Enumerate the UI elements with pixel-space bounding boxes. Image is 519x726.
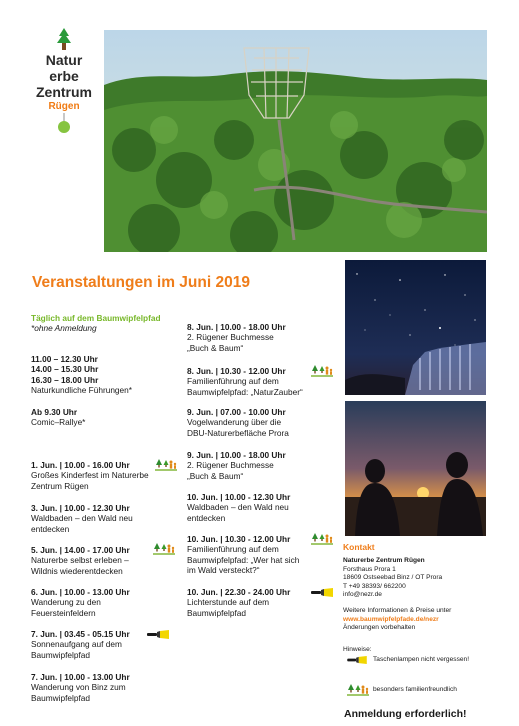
list-item: 9. Jun. | 10.00 - 18.00 Uhr 2. Rügener Buchmesse „Buch & Baum“ [187, 450, 286, 481]
list-item: 6. Jun. | 10.00 - 13.00 Uhr Wanderung zu den Feuersteinfeldern [31, 587, 130, 618]
legend-torch-text: Taschenlampen nicht vergessen! [373, 656, 470, 664]
contact-city: 18609 Ostseebad Binz / OT Prora [343, 574, 443, 582]
list-item: 9. Jun. | 07.00 - 10.00 Uhr Vogelwanderung über die DBU-Naturerbefläche Prora [187, 407, 289, 438]
contact-block [343, 543, 503, 633]
daily-title: Täglich auf dem Baumwipfelpfad [31, 313, 161, 323]
contact-phone: T +49 38393/ 662200 [343, 582, 406, 590]
contact-changes: Änderungen vorbehalten [343, 624, 416, 632]
list-item: 10. Jun. | 10.30 - 12.00 Uhr Familienführung auf dem Baumwipfelpfad: „Wer hat sich im Wald versteckt?“ [187, 534, 300, 575]
events-column-1 [31, 313, 186, 713]
legend-family-text: besonders familienfreundlich [373, 686, 457, 694]
logo-line-1: Natur [45, 52, 83, 68]
events-column-2 [187, 322, 342, 622]
list-item: 7. Jun. | 10.00 - 13.00 Uhr Wanderung von Binz zum Baumwipfelpfad [31, 672, 130, 703]
daily-block [31, 313, 183, 334]
contact-email[interactable]: info@nezr.de [343, 591, 382, 599]
list-item: 8. Jun. | 10.00 - 18.00 Uhr 2. Rügener Buchmesse „Buch & Baum“ [187, 322, 286, 353]
flashlight-icon [347, 656, 367, 664]
contact-org: Naturerbe Zentrum Rügen [343, 557, 425, 565]
sunset-photo [345, 401, 486, 536]
contact-title: Kontakt [343, 542, 375, 552]
list-item: 10. Jun. | 10.00 - 12.30 Uhr Waldbaden – den Wald neu entdecken [187, 492, 291, 523]
daily-rallye: Ab 9.30 Uhr Comic–Rallye* [31, 407, 86, 428]
tree-icon [28, 28, 100, 52]
night-walkway-photo [345, 260, 486, 395]
flashlight-icon [311, 588, 333, 597]
family-icon [311, 533, 333, 545]
page-title: Veranstaltungen im Juni 2019 [32, 274, 250, 291]
registration-required-note: Anmeldung erforderlich! [344, 708, 467, 720]
family-icon [311, 365, 333, 377]
legend-title: Hinweise: [343, 646, 372, 653]
treetop-walk-photo [104, 30, 487, 252]
logo-circle-icon [28, 113, 100, 135]
daily-tours: 11.00 – 12.30 Uhr 14.00 – 15.30 Uhr 16.30 – 18.00 Uhr Naturkundliche Führungen* [31, 354, 133, 395]
logo-line-3: Zentrum [36, 84, 92, 100]
daily-note: *ohne Anmeldung [31, 323, 97, 334]
legend-family-row [343, 686, 513, 702]
legend-torch-row [343, 656, 513, 676]
logo-line-4: Rügen [48, 101, 80, 112]
logo-line-2: erbe [49, 68, 79, 84]
contact-street: Forsthaus Prora 1 [343, 565, 396, 573]
contact-info-line: Weitere Informationen & Preise unter [343, 607, 452, 615]
family-icon [155, 459, 177, 471]
family-icon [153, 543, 175, 555]
list-item: 10. Jun. | 22.30 - 24.00 Uhr Lichterstunde auf dem Baumwipfelpfad [187, 587, 291, 618]
list-item: 5. Jun. | 14.00 - 17.00 Uhr Naturerbe selbst erleben – Wildnis wiederentdecken [31, 545, 130, 576]
naturerbe-zentrum-logo [28, 28, 100, 158]
family-icon [347, 684, 369, 696]
legend-block [343, 646, 513, 702]
list-item: 7. Jun. | 03.45 - 05.15 Uhr Sonnenaufgang auf dem Baumwipfelpfad [31, 629, 130, 660]
contact-url-link[interactable]: www.baumwipfelpfade.de/nezr [343, 615, 439, 623]
list-item: 1. Jun. | 10.00 - 16.00 Uhr Großes Kinderfest im Naturerbe Zentrum Rügen [31, 460, 149, 491]
flashlight-icon [147, 630, 169, 639]
list-item: 3. Jun. | 10.00 - 12.30 Uhr Waldbaden – den Wald neu entdecken [31, 503, 133, 534]
list-item: 8. Jun. | 10.30 - 12.00 Uhr Familienführung auf dem Baumwipfelpfad: „NaturZauber“ [187, 366, 303, 397]
